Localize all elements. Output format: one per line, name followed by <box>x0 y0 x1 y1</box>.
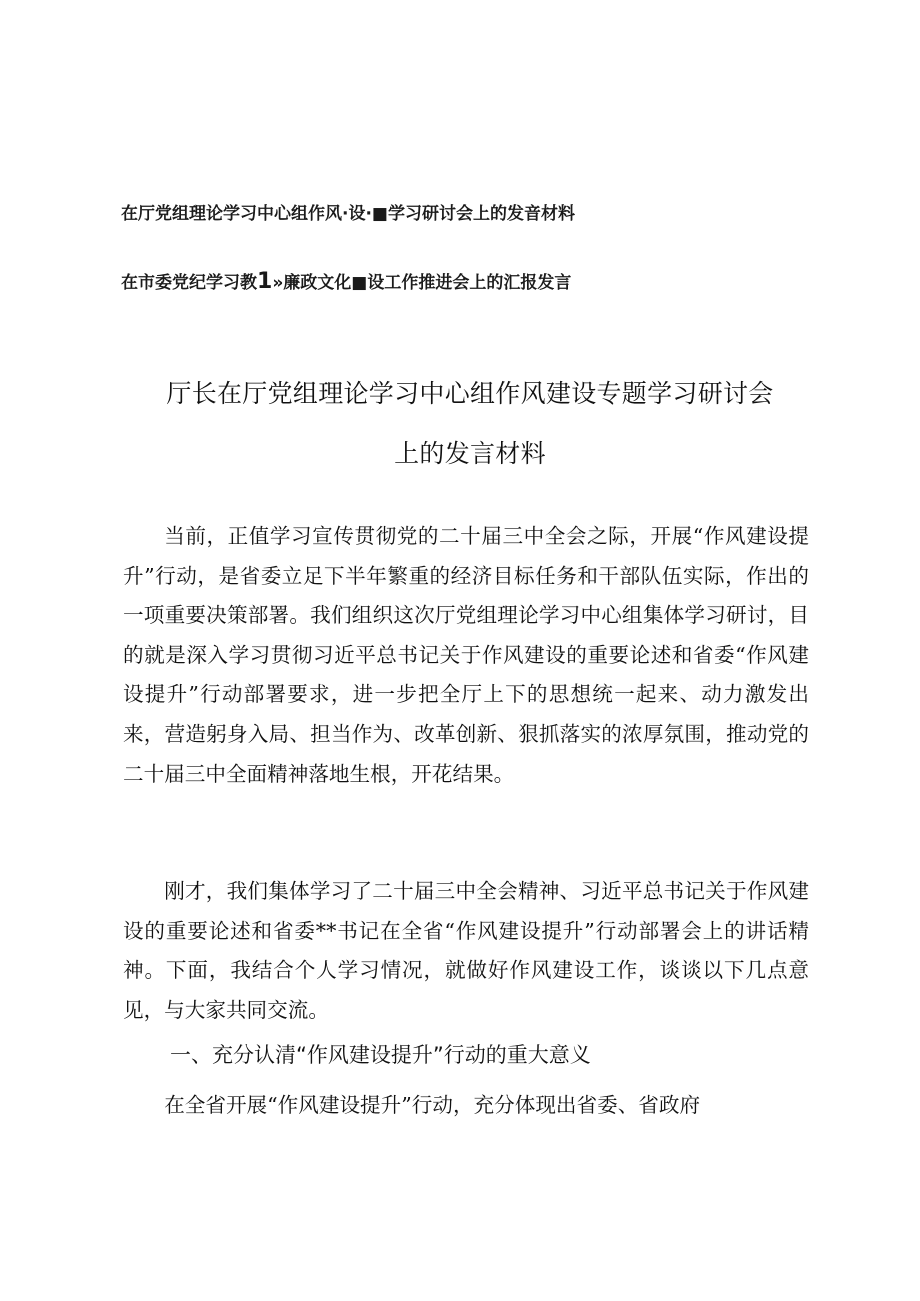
document-title-line-2: 上的发言材料 <box>394 439 546 468</box>
document-title-line-1: 厅长在厅党组理论学习中心组作风建设专题学习研讨会 <box>166 379 774 408</box>
toc-entry-2-part-c: »廉政文化■设工作推进会上的汇报发言 <box>272 273 572 293</box>
body-paragraph-3: 在全省开展“作风建设提升”行动，充分体现出省委、省政府 <box>164 1093 701 1117</box>
toc-entry-1: 在厅党组理论学习中心组作风·设·■学习研讨会上的发音材料 <box>121 204 575 224</box>
toc-entry-2-part-b: 1 <box>257 269 273 294</box>
body-paragraph-2: 刚才，我们集体学习了二十届三中全会精神、习近平总书记关于作风建设的重要论述和省委**书记在全省“作风建设提升”行动部署会上的讲话精神。下面，我结合个人学习情况，就做好作风建设工作，谈谈以下几点意见，与大家共同交流。 <box>123 879 809 1022</box>
toc-entry-2 <box>121 268 571 294</box>
toc-entry-2-part-a: 在市委党纪学习教 <box>121 273 257 293</box>
section-heading-1: 一、充分认清“作风建设提升”行动的重大意义 <box>170 1043 591 1067</box>
body-paragraph-1: 当前，正值学习宣传贯彻党的二十届三中全会之际，开展“作风建设提升”行动，是省委立足下半年繁重的经济目标任务和干部队伍实际，作出的一项重要决策部署。我们组织这次厅党组理论学习中心组集体学习研讨，目的就是深入学习贯彻习近平总书记关于作风建设的重要论述和省委“作风建设提升”行动部署要求，进一步把全厅上下的思想统一起来、动力激发出来，营造躬身入局、担当作为、改革创新、狠抓落实的浓厚氛围，推动党的二十届三中全面精神落地生根，开花结果。 <box>123 524 809 786</box>
